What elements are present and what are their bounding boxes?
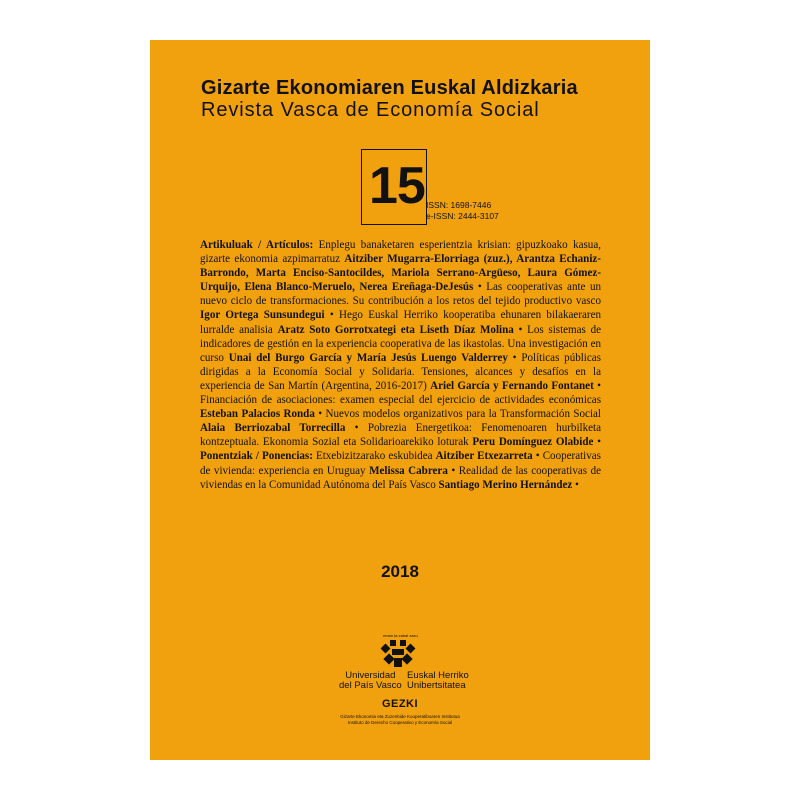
contents-author-or-heading: Ariel García y Fernando Fontanet (430, 379, 594, 392)
journal-title-spanish: Revista Vasca de Economía Social (201, 99, 540, 121)
institute-name-spanish: Instituto de Derecho Cooperativo y Economía Social (347, 720, 453, 725)
institute-acronym: GEZKI (381, 698, 419, 710)
contents-author-or-heading: Peru Domínguez Olabide (472, 436, 594, 449)
publication-year: 2018 (381, 562, 419, 581)
university-name-spanish: Universidad del País Vasco (339, 670, 402, 691)
contents-title-text: • (572, 478, 579, 491)
contents-title-text: • (593, 436, 601, 449)
contents-title-text: • Realidad de las cooperativas de viviendas en la Comunidad Autónoma del País Vasco (200, 464, 601, 491)
contents-title-text: Etxebizitzarako eskubidea (312, 450, 436, 463)
contents-author-or-heading: Igor Ortega Sunsundegui (200, 309, 325, 322)
contents-author-or-heading: Ponentziak / Ponencias: (200, 450, 313, 463)
contents-author-or-heading: Esteban Palacios Ronda (200, 408, 315, 421)
contents-author-or-heading: Santiago Merino Hernández (438, 478, 573, 491)
contents-author-or-heading: Melissa Cabrera (369, 464, 448, 477)
contents-title-text: • Financiación de asociaciones: examen especial del ejercicio de actividades económicas (200, 379, 601, 407)
contents-author-or-heading: Alaia Berriozabal Torrecilla (200, 422, 346, 435)
eissn: e-ISSN: 2444-3107 (426, 211, 499, 221)
contents-author-or-heading: Aratz Soto Gorrotxategi eta Liseth Díaz Molina (277, 323, 514, 336)
contents-title-text: • Cooperativas de vivienda: experiencia en Uruguay (200, 450, 601, 477)
contents-author-or-heading: Aitziber Mugarra-Elorriaga (zuz.), Arantza Echaniz-Barrondo, Marta Enciso-Santocildes, Mariola Serrano-Argüeso, Laura Gómez-Urquijo, Elena Blanco-Meruelo, Nerea Ereñaga-DeJesús (200, 253, 601, 294)
university-name-basque: Euskal Herriko Unibertsitatea (407, 670, 469, 691)
contents-title-text: • Los sistemas de indicadores de gestión en la experiencia cooperativa de las ikastolas. Una investigación en curso (200, 323, 601, 364)
contents-author-or-heading: Aitziber Etxezarreta (435, 450, 533, 463)
contents-author-or-heading: Artikuluak / Artículos: (200, 239, 314, 251)
contents-author-or-heading: Unai del Burgo García y María Jesús Luengo Valderrey (228, 351, 508, 364)
contents-title-text: • Nuevos modelos organizativos para la Transformación Social (314, 408, 601, 421)
issn: ISSN: 1698-7446 (426, 200, 492, 210)
contents-title-text: Enplegu banaketaren esperientzia krisian: gipuzkoako kasua, gizarte ekonomia azpimarratuz (200, 239, 601, 266)
journal-title-basque: Gizarte Ekonomiaren Euskal Aldizkaria (201, 77, 578, 99)
contents-title-text: • Políticas públicas dirigidas a la Economía Social y Solidaria. Tensiones, alcances y desafíos en la experiencia de San Martín (Argentina, 2016-2017) (200, 351, 601, 392)
contents-title-text: • Pobrezia Energetikoa: Fenomenoaren hurbilketa kontzeptuala. Ekonomia Sozial eta Solidarioarekiko loturak (200, 422, 601, 449)
issue-number: 15 (369, 157, 425, 215)
table-of-contents (200, 238, 601, 492)
journal-cover (150, 40, 650, 760)
upv-ehu-logo-icon (378, 639, 418, 669)
contents-title-text: • Las cooperativas ante un nuevo ciclo de transformaciones. Su contribución a los retos del tejido productivo vasco (200, 281, 601, 308)
logo-motto: eman ta zabal zazu (383, 633, 418, 638)
contents-title-text: • Hego Euskal Herriko kooperatiba ehunaren bilakaeraren lurralde analisia (200, 309, 601, 336)
institute-name-basque: Gizarte Ekonomia eta Zuzenbide Kooperatiboaren Institutua (340, 714, 460, 719)
